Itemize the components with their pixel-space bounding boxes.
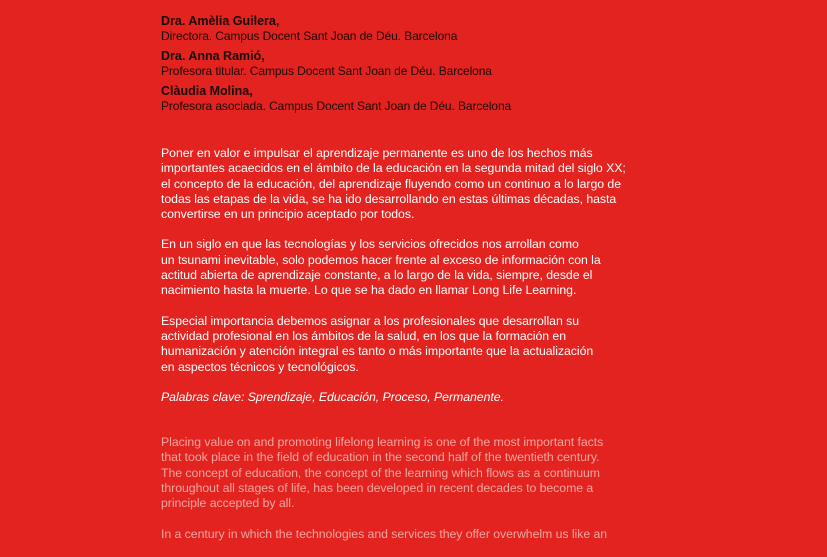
abstract-es-paragraph-1: Poner en valor e impulsar el aprendizaje permanente es uno de los hechos más importantes acaecidos en el ámbito de la educación en la segunda mitad del siglo XX; el concepto de la educación, del aprendizaje fluyendo como un continuo a lo largo de todas las etapas de la vida, se ha ido desarrollando en estas últimas décadas, hasta convertirse en un principio aceptado por todos. [161,146,626,222]
author-list [161,14,681,114]
author-name: Dra. Anna Ramió, [161,49,265,63]
author-name: Clàudia Molina, [161,84,253,98]
author-affiliation: Directora. Campus Docent Sant Joan de Déu. Barcelona [161,29,458,43]
abstract-es-paragraph-3: Especial importancia debemos asignar a los profesionales que desarrollan su actividad profesional en los ámbitos de la salud, en los que la formación en humanización y atención integral es tanto o más importante que la actualización en aspectos técnicos y tecnológicos. [161,313,594,374]
author-name: Dra. Amèlia Guilera, [161,14,280,28]
abstract-en-paragraph-2: In a century in which the technologies and services they offer overwhelm us like an [161,526,608,541]
article-page [161,14,681,557]
keywords: Palabras clave: Sprendizaje, Educación, Proceso, Permanente. [161,389,504,404]
abstract-en-paragraph-1: Placing value on and promoting lifelong learning is one of the most important facts that took place in the field of education in the second half of the twentieth century. The concept of education, the concept of the learning which flows as a continuum throughout all stages of life, has been developed in recent decades to become a principle accepted by all. [161,435,604,511]
author-affiliation: Profesora titular. Campus Docent Sant Joan de Déu. Barcelona [161,64,492,78]
author-affiliation: Profesora asociada. Campus Docent Sant Joan de Déu. Barcelona [161,99,512,113]
abstract-es-paragraph-2: En un siglo en que las tecnologías y los servicios ofrecidos nos arrollan como un tsunami inevitable, solo podemos hacer frente al exceso de información con la actitud abierta de aprendizaje constante, a lo largo de la vida, siempre, desde el nacimiento hasta la muerte. Lo que se ha dado en llamar Long Life Learning. [161,237,601,298]
